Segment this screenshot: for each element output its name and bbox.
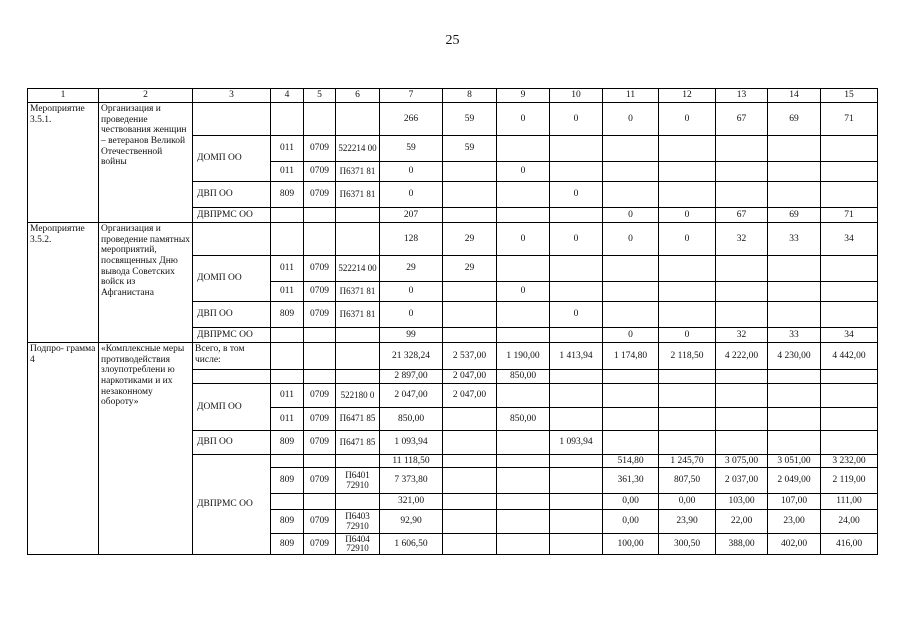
value-cell: 361,30 bbox=[603, 468, 659, 494]
code-cell: 0709 bbox=[304, 162, 336, 182]
code-cell: 0709 bbox=[304, 468, 336, 494]
value-cell bbox=[497, 328, 550, 343]
value-cell: 0 bbox=[659, 208, 716, 223]
column-header: 12 bbox=[659, 89, 716, 103]
source-cell: ДВП ОО bbox=[193, 182, 271, 208]
budget-table bbox=[27, 88, 878, 555]
event-cell: Мероприятие 3.5.2. bbox=[28, 223, 99, 343]
value-cell: 92,90 bbox=[380, 510, 443, 534]
code-cell: 0709 bbox=[304, 408, 336, 431]
code-cell bbox=[336, 103, 380, 136]
value-cell: 0 bbox=[380, 282, 443, 302]
code-cell: 011 bbox=[271, 408, 304, 431]
value-cell bbox=[443, 510, 497, 534]
value-cell: 2 119,00 bbox=[821, 468, 878, 494]
code-cell: П6371 81 bbox=[336, 182, 380, 208]
value-cell bbox=[659, 282, 716, 302]
code-cell bbox=[271, 343, 304, 370]
event-name-cell: «Комплексные меры противодействия злоупотреблени ю наркотиками и их незаконному обороту» bbox=[99, 343, 193, 555]
value-cell bbox=[443, 162, 497, 182]
value-cell bbox=[443, 182, 497, 208]
code-cell bbox=[336, 455, 380, 468]
code-cell bbox=[304, 223, 336, 256]
code-cell bbox=[304, 208, 336, 223]
code-cell: 809 bbox=[271, 534, 304, 555]
value-cell: 23,90 bbox=[659, 510, 716, 534]
code-cell: П6403 72910 bbox=[336, 510, 380, 534]
value-cell bbox=[443, 282, 497, 302]
code-cell: 0709 bbox=[304, 302, 336, 328]
value-cell: 0 bbox=[659, 103, 716, 136]
value-cell bbox=[768, 370, 821, 384]
value-cell bbox=[768, 384, 821, 408]
column-header: 5 bbox=[304, 89, 336, 103]
value-cell: 0 bbox=[603, 223, 659, 256]
value-cell bbox=[603, 370, 659, 384]
code-cell: П6371 81 bbox=[336, 302, 380, 328]
value-cell: 207 bbox=[380, 208, 443, 223]
table-row bbox=[28, 343, 878, 370]
value-cell: 416,00 bbox=[821, 534, 878, 555]
value-cell bbox=[497, 494, 550, 510]
column-header: 1 bbox=[28, 89, 99, 103]
value-cell: 32 bbox=[716, 223, 768, 256]
code-cell bbox=[304, 370, 336, 384]
value-cell: 388,00 bbox=[716, 534, 768, 555]
value-cell bbox=[821, 282, 878, 302]
code-cell: 011 bbox=[271, 282, 304, 302]
value-cell bbox=[603, 431, 659, 455]
code-cell bbox=[271, 328, 304, 343]
code-cell bbox=[304, 328, 336, 343]
value-cell bbox=[603, 136, 659, 162]
table-row bbox=[28, 103, 878, 136]
value-cell bbox=[497, 302, 550, 328]
value-cell bbox=[659, 370, 716, 384]
value-cell bbox=[443, 408, 497, 431]
code-cell: 0709 bbox=[304, 182, 336, 208]
source-cell: ДОМП ОО bbox=[193, 384, 271, 431]
value-cell bbox=[443, 534, 497, 555]
value-cell: 4 442,00 bbox=[821, 343, 878, 370]
value-cell bbox=[821, 256, 878, 282]
value-cell: 22,00 bbox=[716, 510, 768, 534]
value-cell bbox=[497, 208, 550, 223]
value-cell: 59 bbox=[443, 103, 497, 136]
code-cell bbox=[271, 455, 304, 468]
event-name-cell: Организация и проведение чествования женщин – ветеранов Великой Отечественной войны bbox=[99, 103, 193, 223]
value-cell: 4 222,00 bbox=[716, 343, 768, 370]
value-cell: 2 047,00 bbox=[380, 384, 443, 408]
value-cell: 2 047,00 bbox=[443, 370, 497, 384]
value-cell: 0 bbox=[550, 223, 603, 256]
page-number: 25 bbox=[445, 33, 460, 48]
code-cell bbox=[304, 103, 336, 136]
value-cell: 29 bbox=[443, 223, 497, 256]
column-header: 15 bbox=[821, 89, 878, 103]
code-cell: 0709 bbox=[304, 534, 336, 555]
value-cell bbox=[443, 494, 497, 510]
source-cell: ДВПРМС ОО bbox=[193, 208, 271, 223]
value-cell: 7 373,80 bbox=[380, 468, 443, 494]
value-cell bbox=[443, 328, 497, 343]
value-cell bbox=[497, 384, 550, 408]
code-cell bbox=[336, 494, 380, 510]
value-cell: 0,00 bbox=[603, 510, 659, 534]
value-cell: 128 bbox=[380, 223, 443, 256]
value-cell bbox=[497, 136, 550, 162]
value-cell: 2 049,00 bbox=[768, 468, 821, 494]
value-cell bbox=[821, 182, 878, 208]
value-cell bbox=[768, 162, 821, 182]
value-cell: 69 bbox=[768, 103, 821, 136]
value-cell bbox=[550, 328, 603, 343]
value-cell: 300,50 bbox=[659, 534, 716, 555]
value-cell bbox=[768, 136, 821, 162]
value-cell: 0 bbox=[497, 282, 550, 302]
value-cell bbox=[603, 256, 659, 282]
value-cell bbox=[497, 431, 550, 455]
value-cell: 3 075,00 bbox=[716, 455, 768, 468]
source-cell: ДВП ОО bbox=[193, 431, 271, 455]
value-cell: 1 413,94 bbox=[550, 343, 603, 370]
code-cell bbox=[336, 223, 380, 256]
value-cell bbox=[443, 208, 497, 223]
value-cell bbox=[821, 431, 878, 455]
source-cell: ДОМП ОО bbox=[193, 256, 271, 302]
value-cell bbox=[659, 162, 716, 182]
code-cell: 522180 0 bbox=[336, 384, 380, 408]
code-cell bbox=[271, 370, 304, 384]
value-cell: 0,00 bbox=[603, 494, 659, 510]
value-cell bbox=[497, 510, 550, 534]
value-cell: 402,00 bbox=[768, 534, 821, 555]
source-cell: Всего, в том числе: bbox=[193, 343, 271, 370]
code-cell: П6371 81 bbox=[336, 162, 380, 182]
code-cell: 0709 bbox=[304, 282, 336, 302]
value-cell: 1 093,94 bbox=[380, 431, 443, 455]
code-cell bbox=[271, 208, 304, 223]
value-cell bbox=[443, 302, 497, 328]
value-cell: 24,00 bbox=[821, 510, 878, 534]
value-cell: 514,80 bbox=[603, 455, 659, 468]
value-cell: 0 bbox=[659, 223, 716, 256]
value-cell: 71 bbox=[821, 103, 878, 136]
column-header: 9 bbox=[497, 89, 550, 103]
value-cell bbox=[716, 302, 768, 328]
code-cell: П6404 72910 bbox=[336, 534, 380, 555]
event-name-cell: Организация и проведение памятных мероприятий, посвященных Дню вывода Советских войск из Афганистана bbox=[99, 223, 193, 343]
value-cell: 11 118,50 bbox=[380, 455, 443, 468]
code-cell bbox=[271, 494, 304, 510]
value-cell: 34 bbox=[821, 328, 878, 343]
value-cell: 0 bbox=[380, 162, 443, 182]
value-cell bbox=[603, 384, 659, 408]
value-cell bbox=[659, 431, 716, 455]
source-cell: ДОМП ОО bbox=[193, 136, 271, 182]
table-header-row bbox=[28, 89, 878, 103]
value-cell: 67 bbox=[716, 208, 768, 223]
value-cell: 807,50 bbox=[659, 468, 716, 494]
value-cell bbox=[659, 302, 716, 328]
code-cell bbox=[304, 494, 336, 510]
value-cell bbox=[768, 431, 821, 455]
value-cell bbox=[550, 534, 603, 555]
value-cell bbox=[659, 182, 716, 208]
source-cell: ДВПРМС ОО bbox=[193, 455, 271, 555]
code-cell bbox=[336, 328, 380, 343]
value-cell: 3 051,00 bbox=[768, 455, 821, 468]
event-cell: Мероприятие 3.5.1. bbox=[28, 103, 99, 223]
value-cell: 1 093,94 bbox=[550, 431, 603, 455]
value-cell: 266 bbox=[380, 103, 443, 136]
value-cell: 2 037,00 bbox=[716, 468, 768, 494]
value-cell: 0 bbox=[603, 103, 659, 136]
value-cell: 0,00 bbox=[659, 494, 716, 510]
value-cell: 0 bbox=[550, 302, 603, 328]
column-header: 10 bbox=[550, 89, 603, 103]
code-cell: 522214 00 bbox=[336, 136, 380, 162]
value-cell: 29 bbox=[380, 256, 443, 282]
source-cell: ДВП ОО bbox=[193, 302, 271, 328]
value-cell bbox=[603, 282, 659, 302]
value-cell bbox=[603, 182, 659, 208]
value-cell: 33 bbox=[768, 328, 821, 343]
value-cell bbox=[497, 256, 550, 282]
code-cell: 0709 bbox=[304, 384, 336, 408]
value-cell bbox=[716, 136, 768, 162]
value-cell bbox=[716, 162, 768, 182]
value-cell: 1 245,70 bbox=[659, 455, 716, 468]
column-header: 7 bbox=[380, 89, 443, 103]
value-cell bbox=[550, 136, 603, 162]
value-cell bbox=[821, 370, 878, 384]
value-cell bbox=[550, 408, 603, 431]
value-cell bbox=[443, 455, 497, 468]
value-cell bbox=[550, 282, 603, 302]
value-cell: 1 190,00 bbox=[497, 343, 550, 370]
value-cell bbox=[821, 384, 878, 408]
value-cell bbox=[716, 431, 768, 455]
code-cell: 809 bbox=[271, 510, 304, 534]
value-cell: 321,00 bbox=[380, 494, 443, 510]
value-cell bbox=[716, 282, 768, 302]
code-cell bbox=[271, 103, 304, 136]
code-cell: 522214 00 bbox=[336, 256, 380, 282]
value-cell bbox=[659, 408, 716, 431]
code-cell: П6371 81 bbox=[336, 282, 380, 302]
column-header: 8 bbox=[443, 89, 497, 103]
column-header: 13 bbox=[716, 89, 768, 103]
value-cell bbox=[550, 455, 603, 468]
value-cell: 0 bbox=[603, 208, 659, 223]
value-cell bbox=[821, 302, 878, 328]
value-cell bbox=[768, 302, 821, 328]
value-cell: 1 606,50 bbox=[380, 534, 443, 555]
code-cell: 011 bbox=[271, 162, 304, 182]
code-cell bbox=[304, 343, 336, 370]
value-cell bbox=[821, 136, 878, 162]
value-cell: 0 bbox=[380, 182, 443, 208]
value-cell bbox=[716, 408, 768, 431]
value-cell: 850,00 bbox=[380, 408, 443, 431]
value-cell bbox=[550, 494, 603, 510]
column-header: 14 bbox=[768, 89, 821, 103]
value-cell bbox=[443, 431, 497, 455]
code-cell: 0709 bbox=[304, 256, 336, 282]
code-cell: 809 bbox=[271, 302, 304, 328]
value-cell: 0 bbox=[603, 328, 659, 343]
value-cell bbox=[550, 256, 603, 282]
value-cell: 33 bbox=[768, 223, 821, 256]
value-cell: 107,00 bbox=[768, 494, 821, 510]
value-cell: 0 bbox=[550, 182, 603, 208]
value-cell: 34 bbox=[821, 223, 878, 256]
code-cell: 0709 bbox=[304, 136, 336, 162]
event-cell: Подпро- грамма 4 bbox=[28, 343, 99, 555]
value-cell bbox=[550, 510, 603, 534]
value-cell bbox=[768, 182, 821, 208]
value-cell: 21 328,24 bbox=[380, 343, 443, 370]
value-cell: 2 047,00 bbox=[443, 384, 497, 408]
value-cell bbox=[550, 208, 603, 223]
value-cell bbox=[768, 408, 821, 431]
value-cell bbox=[659, 384, 716, 408]
value-cell: 59 bbox=[443, 136, 497, 162]
code-cell: 011 bbox=[271, 256, 304, 282]
code-cell: П6471 85 bbox=[336, 408, 380, 431]
value-cell bbox=[497, 455, 550, 468]
table-row bbox=[28, 223, 878, 256]
value-cell: 71 bbox=[821, 208, 878, 223]
value-cell: 0 bbox=[497, 162, 550, 182]
value-cell: 67 bbox=[716, 103, 768, 136]
value-cell: 100,00 bbox=[603, 534, 659, 555]
code-cell bbox=[336, 370, 380, 384]
value-cell bbox=[768, 256, 821, 282]
value-cell bbox=[821, 162, 878, 182]
code-cell: 011 bbox=[271, 384, 304, 408]
source-cell bbox=[193, 103, 271, 136]
column-header: 6 bbox=[336, 89, 380, 103]
source-cell: ДВПРМС ОО bbox=[193, 328, 271, 343]
value-cell bbox=[603, 162, 659, 182]
value-cell: 99 bbox=[380, 328, 443, 343]
value-cell bbox=[768, 282, 821, 302]
value-cell bbox=[550, 370, 603, 384]
value-cell: 0 bbox=[659, 328, 716, 343]
value-cell bbox=[659, 256, 716, 282]
value-cell: 29 bbox=[443, 256, 497, 282]
code-cell: П6471 85 bbox=[336, 431, 380, 455]
code-cell: 011 bbox=[271, 136, 304, 162]
value-cell bbox=[603, 408, 659, 431]
source-cell bbox=[193, 223, 271, 256]
value-cell: 4 230,00 bbox=[768, 343, 821, 370]
value-cell: 69 bbox=[768, 208, 821, 223]
code-cell: 0709 bbox=[304, 431, 336, 455]
code-cell bbox=[271, 223, 304, 256]
value-cell bbox=[497, 468, 550, 494]
value-cell bbox=[716, 370, 768, 384]
value-cell: 32 bbox=[716, 328, 768, 343]
value-cell: 111,00 bbox=[821, 494, 878, 510]
value-cell bbox=[550, 384, 603, 408]
value-cell: 103,00 bbox=[716, 494, 768, 510]
column-header: 11 bbox=[603, 89, 659, 103]
value-cell bbox=[550, 162, 603, 182]
code-cell bbox=[304, 455, 336, 468]
value-cell: 0 bbox=[497, 103, 550, 136]
value-cell: 23,00 bbox=[768, 510, 821, 534]
code-cell: 809 bbox=[271, 431, 304, 455]
value-cell: 3 232,00 bbox=[821, 455, 878, 468]
value-cell bbox=[716, 182, 768, 208]
column-header: 4 bbox=[271, 89, 304, 103]
value-cell bbox=[550, 468, 603, 494]
value-cell: 0 bbox=[380, 302, 443, 328]
value-cell: 2 118,50 bbox=[659, 343, 716, 370]
value-cell: 0 bbox=[497, 223, 550, 256]
value-cell bbox=[716, 256, 768, 282]
code-cell: П6401 72910 bbox=[336, 468, 380, 494]
value-cell bbox=[497, 182, 550, 208]
code-cell: 809 bbox=[271, 182, 304, 208]
code-cell bbox=[336, 208, 380, 223]
value-cell: 1 174,80 bbox=[603, 343, 659, 370]
value-cell bbox=[497, 534, 550, 555]
value-cell bbox=[659, 136, 716, 162]
code-cell: 0709 bbox=[304, 510, 336, 534]
value-cell bbox=[603, 302, 659, 328]
value-cell bbox=[443, 468, 497, 494]
code-cell bbox=[336, 343, 380, 370]
value-cell: 2 537,00 bbox=[443, 343, 497, 370]
value-cell bbox=[821, 408, 878, 431]
value-cell: 0 bbox=[550, 103, 603, 136]
value-cell: 59 bbox=[380, 136, 443, 162]
column-header: 2 bbox=[99, 89, 193, 103]
column-header: 3 bbox=[193, 89, 271, 103]
code-cell: 809 bbox=[271, 468, 304, 494]
value-cell bbox=[716, 384, 768, 408]
value-cell: 2 897,00 bbox=[380, 370, 443, 384]
value-cell: 850,00 bbox=[497, 408, 550, 431]
value-cell: 850,00 bbox=[497, 370, 550, 384]
source-cell bbox=[193, 370, 271, 384]
